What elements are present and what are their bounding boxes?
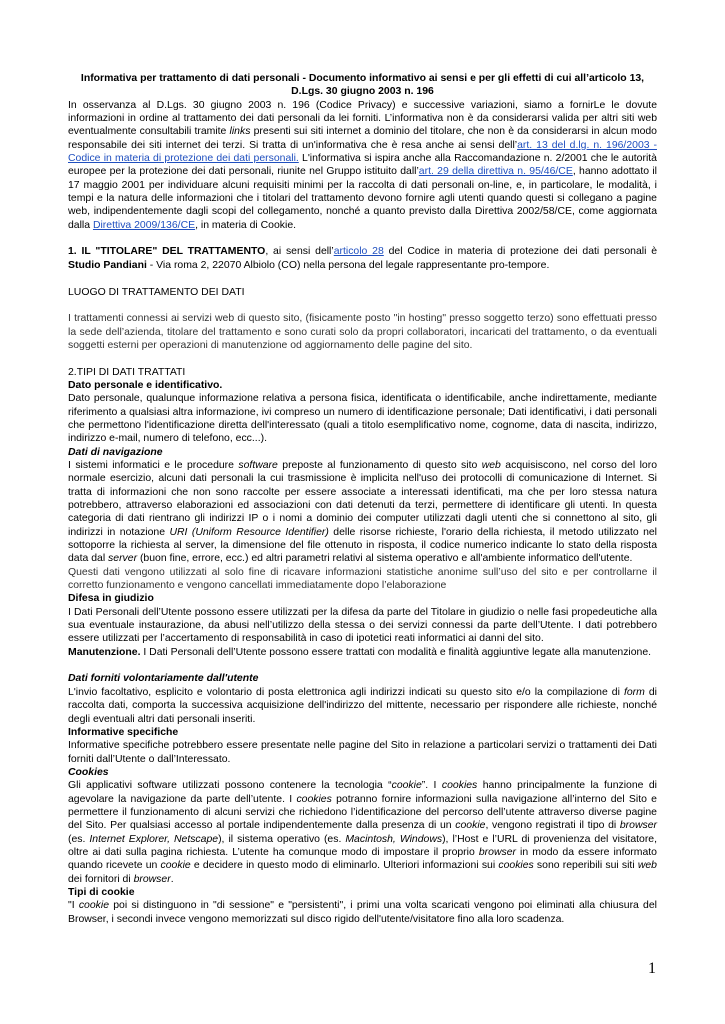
- manutenzione-paragraph: [68, 646, 657, 659]
- manutenzione-heading: Manutenzione.: [68, 646, 141, 658]
- cookies-italic: web: [637, 860, 657, 872]
- cookies-text: .: [170, 873, 174, 885]
- difesa-paragraph: I Dati Personali dell’Utente possono essere utilizzati per la difesa da parte del Titolare in giudizio o nelle fasi propedeutiche alla sua eventuale instaurazione, da abusi nell’utilizzo della stessa o dei servizi connessi da parte dell’Utente. I dati potrebbero essere utilizzati per l’accertamento di responsabilità in caso di ipotetici reati informatici ai danni del sito.: [68, 606, 657, 645]
- specifiche-heading: Informative specifiche: [68, 726, 179, 738]
- cookies-text: e decidere in questo modo di eliminarlo. Ulteriori informazioni sui: [190, 860, 499, 872]
- cookies-text: , vengono registrati il tipo di: [485, 820, 620, 832]
- intro-text: , hanno adottato il 17 maggio 2001 per individuare alcuni requisiti minimi per la raccolta di dati personali on-line, e, in particolare, le modalità, i tempi e la natura delle informazioni che i titolari del trattamento devono fornire agli utenti quando questi si collegano a pagine web, indipendentemente dagli scopi del collegamento, nonché a quanto previsto dalla Direttiva 2002/58/CE, come aggiornata dalla: [68, 166, 657, 231]
- titolare-heading: 1. IL "TITOLARE" DEL TRATTAMENTO: [68, 246, 266, 258]
- intro-links-word: links: [229, 126, 251, 138]
- cookies-italic: cookie: [391, 780, 422, 792]
- cookies-italic: cookies: [441, 780, 478, 792]
- nav-italic: web: [481, 459, 501, 471]
- cookies-text: in modo da essere informato quando ricevete un: [68, 846, 657, 872]
- cookies-text: ), il sistema operativo (es.: [218, 833, 346, 845]
- manutenzione-text: I Dati Personali dell’Utente possono essere trattati con modalità e finalità aggiuntive legate alla manutenzione.: [140, 646, 652, 658]
- cookies-italic: cookie: [160, 860, 191, 872]
- luogo-paragraph: I trattamenti connessi ai servizi web di questo sito, (fisicamente posto "in hosting" presso soggetto terzo) sono effettuati presso la sede dell’azienda, titolare del trattamento e sono curati solo da propri collaboratori, incaricati del trattamento, o da eventuali soggetti esterni per operazioni di manutenzione od aggiornamento delle pagine del sito.: [68, 313, 657, 351]
- titolare-text: , ai sensi dell’: [265, 246, 334, 258]
- difesa-heading: Difesa in giudizio: [68, 593, 154, 605]
- link-art29[interactable]: art. 29 della direttiva n. 95/46/CE: [418, 166, 573, 178]
- cookies-italic: browser: [478, 846, 516, 858]
- intro-text: presenti sui siti internet a dominio del titolare, che non è da considerarsi in alcun modo responsabile dei siti internet dei terzi. Si tratta di un'informativa che è resa anche ai sensi dell’: [68, 126, 657, 151]
- titolare-text: del Codice in materia di protezione dei dati personali è: [383, 246, 658, 258]
- nav-statistics-paragraph: Questi dati vengono utilizzati al solo fine di ricavare informazioni statistiche anonime sull’uso del sito e per controllarne il corretto funzionamento e vengono cancellati immediatamente dopo l’elaborazione: [68, 566, 657, 592]
- forniti-text: L'invio facoltativo, esplicito e volontario di posta elettronica agli indirizzi indicati su questo sito e/o la compilazione di: [68, 686, 624, 698]
- cookies-italic: Internet Explorer, Netscape: [89, 833, 219, 845]
- company-name: Studio Pandiani: [68, 259, 147, 271]
- cookies-text: dei fornitori di: [68, 873, 134, 885]
- cookies-italic: cookie: [455, 820, 486, 832]
- specifiche-paragraph: Informative specifiche potrebbero essere presentate nelle pagine del Sito in relazione a particolari servizi o trattamenti dei Dati forniti dall’Utente o dall’Interessato.: [68, 740, 657, 765]
- intro-text: In osservanza al D.Lgs. 30 giugno 2003 n. 196 (Codice Privacy) e successive variazioni, siamo a fornirLe le dovute informazioni in ordine al trattamento dei dati personali da lei forniti. L’informativa non è da considerarsi valida per altri siti web eventualmente consultabili tramite: [68, 99, 657, 138]
- nav-text: delle risorse richieste, l'orario della richiesta, il metodo utilizzato nel sottoporre la richiesta al server, la dimensione del file ottenuto in risposta, il codice numerico indicante lo stato della risposta data dal: [68, 526, 657, 565]
- intro-text: , in materia di Cookie.: [195, 219, 297, 231]
- dati-navigazione-heading: Dati di navigazione: [68, 446, 163, 458]
- forniti-italic: form: [623, 686, 645, 698]
- dato-personale-paragraph: Dato personale, qualunque informazione relativa a persona fisica, identificata o identificabile, anche indirettamente, mediante riferimento a qualsiasi altra informazione, ivi compreso un numero di identificazione personale; Dati identificativi, i dati personali che permettono l'identificazione diretta dell'interessato (quali a titolo esemplificativo nome, cognome, data di nascita, indirizzo, indirizzo e-mail, numero di telefono, ecc...).: [68, 393, 657, 445]
- tipi-heading: 2.TIPI DI DATI TRATTATI: [68, 366, 186, 378]
- tipi-cookie-heading: Tipi di cookie: [68, 886, 135, 898]
- link-art13[interactable]: art. 13 del d.lg. n. 196/2003 - Codice in materia di protezione dei dati personali.: [68, 139, 657, 165]
- nav-text: (buon fine, errore, ecc.) ed altri parametri relativi al sistema operativo e all'ambiente informatico dell'utente.: [137, 553, 633, 565]
- tipi-cookie-text: "I: [68, 900, 79, 912]
- nav-text: preposte al funzionamento di questo sito: [277, 459, 482, 471]
- cookies-text: ”. I: [421, 780, 442, 792]
- cookies-italic: browser: [133, 873, 171, 885]
- nav-text: acquisiscono, nel corso del loro normale esercizio, alcuni dati personali la cui trasmissione è implicita nell'uso dei protocolli di comunicazione di Internet. Si tratta di informazioni che non sono raccolte per essere associate a interessati identificati, ma che per loro stessa natura potrebbero, attraverso elaborazioni ed associazioni con dati detenuti da terzi, permettere di identificare gli utenti. In questa categoria di dati rientrano gli indirizzi IP o i nomi a dominio dei computer utilizzati dagli utenti che si connettono al sito, gli indirizzi in notazione: [68, 459, 658, 538]
- document-page: [68, 72, 657, 926]
- intro-text: L'informativa si ispira anche alla Raccomandazione n. 2/2001 che le autorità europee per la protezione dei dati personali, riunite nel Gruppo istituito dall’: [68, 153, 657, 178]
- cookies-text: sono reperibili sui siti: [533, 860, 638, 872]
- link-articolo-28[interactable]: articolo 28: [333, 246, 384, 258]
- cookies-italic: Macintosh, Windows: [345, 833, 443, 845]
- page-number: 1: [648, 960, 656, 977]
- titolare-paragraph: [68, 245, 657, 272]
- document-title: Informativa per trattamento di dati personali - Documento informativo ai sensi e per gli effetti di cui all’articolo 13, D.Lgs. 30 giugno 2003 n. 196: [80, 73, 645, 98]
- nav-italic: URI (Uniform Resource Identifier): [169, 526, 329, 538]
- dati-navigazione-paragraph: [68, 459, 657, 566]
- cookies-text: potranno fornire informazioni sulla navigazione all’interno del Sito e permettere il funzionamento di alcuni servizi che richiedono l’identificazione del percorso dell’utente attraverso diverse pagine del Sito. Per qualsiasi accesso al portale indipendentemente dalla presenza di un: [68, 793, 657, 832]
- cookies-italic: browser: [619, 820, 657, 832]
- nav-italic: software: [238, 459, 278, 471]
- cookies-text: hanno principalmente la funzione di agevolare la navigazione da parte dell’utente. I: [68, 780, 657, 805]
- cookies-italic: cookies: [296, 793, 332, 805]
- forniti-text: di raccolta dati, comporta la successiva acquisizione dell'indirizzo del mittente, necessario per rispondere alle richieste, nonché degli eventuali altri dati personali inseriti.: [68, 686, 657, 725]
- intro-paragraph: [68, 99, 657, 232]
- tipi-cookie-text: poi si distinguono in "di sessione" e "persistenti", i primi una volta scaricati vengono poi eliminati alla chiusura del Browser, i secondi invece vengono memorizzati sul disco rigido dell'utente/visitatore fino alla loro scadenza.: [68, 900, 657, 925]
- forniti-heading: Dati forniti volontariamente dall'utente: [68, 673, 259, 685]
- titolare-text: - Via roma 2, 22070 Albiolo (CO) nella persona del legale rappresentante pro-tempore.: [146, 259, 550, 271]
- luogo-heading: LUOGO DI TRATTAMENTO DEI DATI: [68, 286, 245, 298]
- link-direttiva-2009[interactable]: Direttiva 2009/136/CE: [92, 219, 196, 231]
- cookies-text: Gli applicativi software utilizzati possono contenere la tecnologia “: [68, 780, 392, 792]
- cookies-paragraph: [68, 779, 657, 886]
- cookies-text: (es.: [68, 833, 90, 845]
- forniti-paragraph: [68, 686, 657, 726]
- cookies-text: ), l’Host e l’URL di provenienza del visitatore, oltre ai dati sulla pagina richiesta. L’utente ha comunque modo di impostare il proprio: [68, 833, 658, 858]
- tipi-cookie-italic: cookie: [78, 900, 109, 912]
- dato-personale-heading: Dato personale e identificativo.: [68, 379, 223, 391]
- nav-italic: server: [108, 553, 138, 565]
- cookies-heading: Cookies: [68, 766, 109, 778]
- nav-text: I sistemi informatici e le procedure: [68, 459, 239, 471]
- tipi-cookie-paragraph: [68, 899, 657, 926]
- cookies-italic: cookies: [498, 860, 534, 872]
